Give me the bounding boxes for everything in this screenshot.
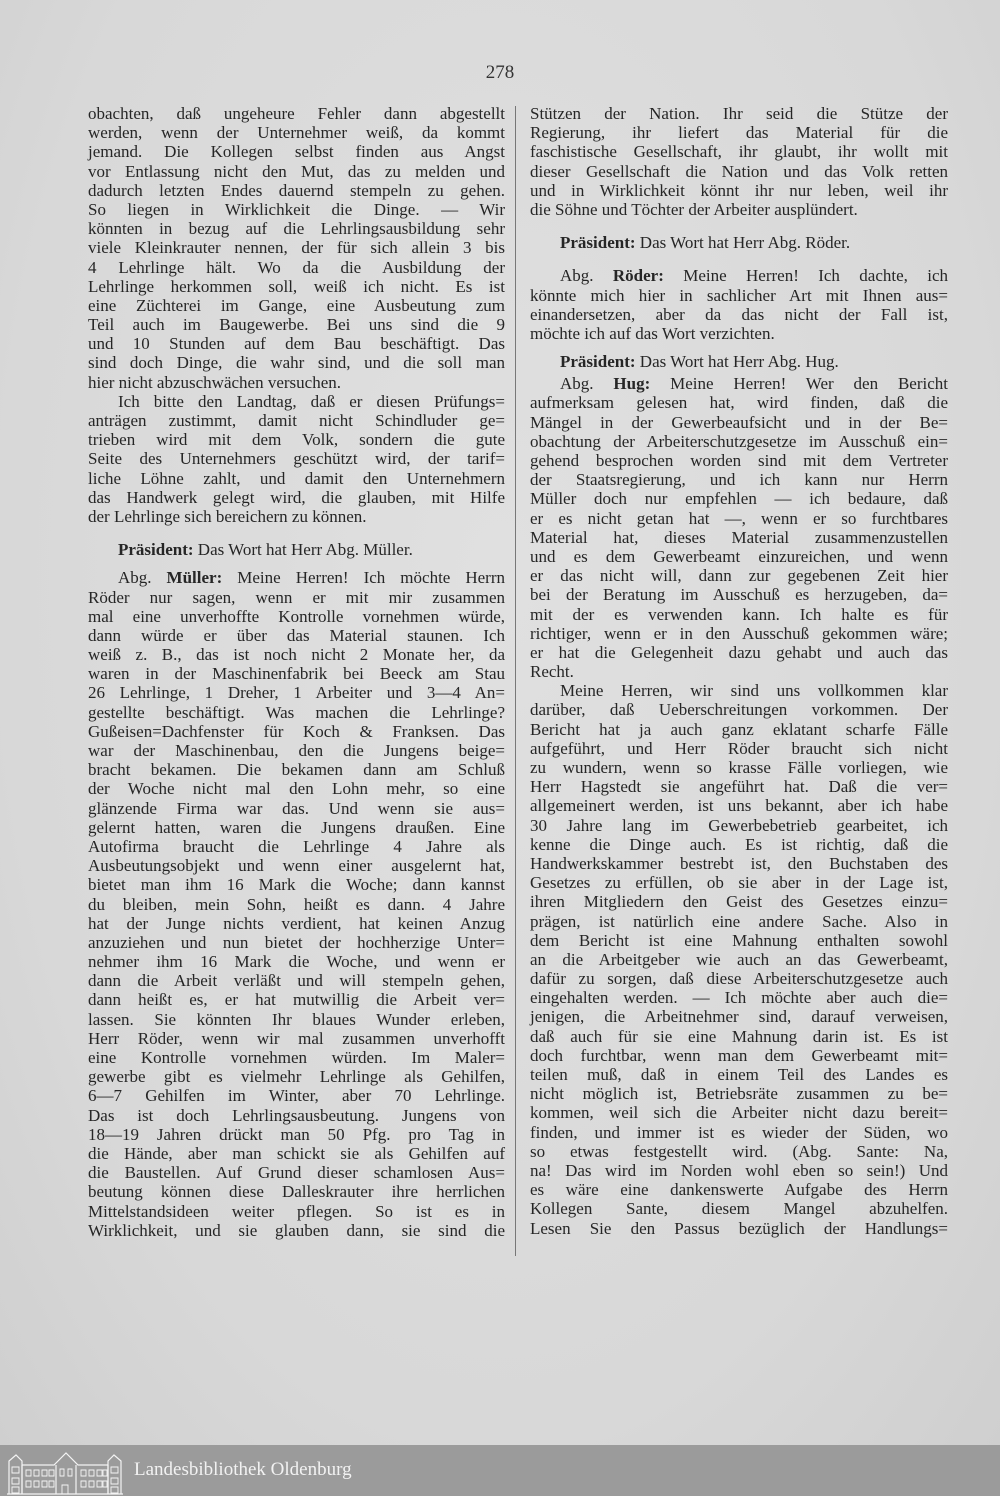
text-line: doch furchtbar, wenn man dem Gewerbeamt mit= [530, 1045, 948, 1065]
text-line: eingehalten werden. — Ich möchte aber auch die= [530, 988, 948, 1008]
text-line: 26 Lehrlinge, 1 Dreher, 1 Arbeiter und 3—4 An= [88, 683, 505, 703]
text-line [530, 352, 948, 371]
text-line: dieser Gesellschaft die Nation und das Volk retten [530, 161, 948, 181]
text-line: richtiger, wenn er in den Ausschuß gekommen wäre; [530, 623, 948, 643]
text-line: 6—7 Gehilfen im Winter, aber 70 Lehrlinge. [88, 1086, 505, 1106]
speech-text: Meine Herren! Ich dachte, ich [663, 266, 948, 286]
speech-text: Das Wort hat Herr Abg. Röder. [635, 233, 851, 253]
text-line: Röder nur sagen, wenn er mit mir zusammen [88, 587, 505, 607]
text-line: an die Arbeitgeber wie auch an das Gewerbeamt, [530, 949, 948, 969]
text-line: Herr Röder, wenn wir mal zusammen unverhofft [88, 1028, 505, 1048]
text-line: lassen. Sie könnten Ihr blaues Wunder erleben, [88, 1009, 505, 1029]
text-line: obachtung der Arbeiterschutzgesetze im Ausschuß ein= [530, 431, 948, 451]
text-line: prägen, ist natürlich eine andere Sache. Also in [530, 911, 948, 931]
text-line: Handwerkskammer bestrebt ist, den Buchstaben des [530, 853, 948, 873]
text-line: 4 Lehrlinge hält. Wo da die Ausbildung der [88, 257, 505, 277]
right-column [530, 104, 948, 1238]
text-line: Kollegen Sante, diesem Mangel abzuhelfen. [530, 1199, 948, 1219]
speaker-announcement [530, 233, 948, 252]
text-line: und 10 Stunden auf dem Bau beschäftigt. Das [88, 334, 505, 354]
speech-text: Das Wort hat Herr Abg. Hug. [635, 352, 839, 372]
text-line: es wäre eine dankenswerte Aufgabe des Herrn [530, 1180, 948, 1200]
text-line: jemand. Die Kollegen selbst finden aus Angst [88, 142, 505, 162]
text-line: Das ist doch Lehrlingsausbeutung. Jungens von [88, 1105, 505, 1125]
text-line: kenne die Dinge auch. Es ist richtig, daß die [530, 834, 948, 854]
text-line: dann würde er über das Material staunen. Ich [88, 625, 505, 645]
text-line: Wirklichkeit, und sie glauben dann, sie sind die [88, 1220, 505, 1240]
text-line: So liegen in Wirklichkeit die Dinge. — Wir [88, 199, 505, 219]
text-line: Lehrlinge herkommen soll, weiß ich nicht. Es ist [88, 276, 505, 296]
speaker-prefix: Abg. [560, 374, 614, 394]
text-line: daß auch für sie eine Mahnung darin ist. Es ist [530, 1026, 948, 1046]
text-line: du bleiben, mein Sohn, heißt es dann. 4 Jahre [88, 894, 505, 914]
text-line: viele Kleinkrauter nennen, der für sich allein 3 bis [88, 238, 505, 258]
text-line: nicht möglich ist, Betriebsräte zusammen zu be= [530, 1084, 948, 1104]
text-line: aufgeführt, und Herr Röder braucht sich nicht [530, 738, 948, 758]
text-line: war der Maschinenbau, den die Jungens beige= [88, 741, 505, 760]
text-line: gestellte beschäftigt. Was machen die Lehrlinge? [88, 702, 505, 722]
paragraph [530, 681, 948, 1237]
text-line [530, 374, 948, 393]
text-line: Seite des Unternehmers geschützt wird, der tarif= [88, 449, 505, 469]
text-line: Bericht hat ja auch ganz eklatant scharfe Fälle [530, 719, 948, 739]
text-line: glänzende Firma war das. Und wenn sie aus= [88, 798, 505, 818]
text-line: die Hände, aber man schickt sie als Gehilfen auf [88, 1143, 505, 1163]
text-line: 18—19 Jahren drückt man 50 Pfg. pro Tag in [88, 1124, 505, 1144]
speaker-name: Präsident: [560, 352, 636, 372]
speech-text: Meine Herren! Ich möchte Herrn [222, 568, 505, 588]
text-line: Autofirma braucht die Lehrlinge 4 Jahre als [88, 836, 505, 856]
text-line [88, 540, 505, 559]
text-line: die Baustellen. Auf Grund dieser schamlosen Aus= [88, 1163, 505, 1183]
text-line: na! Das wird im Norden wohl eben so sein!) Und [530, 1160, 948, 1180]
text-line: aufmerksam gelesen hat, wird finden, daß die [530, 393, 948, 413]
paragraph [88, 568, 505, 1240]
text-line: 30 Jahre lang im Gewerbebetrieb gearbeitet, ich [530, 815, 948, 835]
text-line: gehend besprochen worden sind mit dem Vertreter [530, 451, 948, 470]
text-line: weiß z. B., das ist noch nicht 2 Monate her, da [88, 645, 505, 665]
text-line: dem Bericht ist eine Mahnung enthalten sowohl [530, 930, 948, 950]
left-column [88, 104, 505, 1240]
text-line: Gußeisen=Dachfenster für Koch & Franksen. Das [88, 721, 505, 741]
text-line: bracht bekamen. Die bekamen dann am Schluß [88, 760, 505, 780]
text-line: er es nicht getan hat —, wenn er so furchtbares [530, 508, 948, 528]
text-line: trieben wird mit dem Volk, sondern die gute [88, 430, 505, 450]
text-line: könnten in bezug auf die Lehrlingsausbildung sehr [88, 219, 505, 239]
text-line: Herr Hagstedt sie angeführt hat. Daß die ver= [530, 777, 948, 797]
text-line: darüber, daß Ueberschreitungen vorkommen. Der [530, 700, 948, 720]
paragraph [530, 104, 948, 219]
text-line: zu wundern, wenn so krasse Fälle vorliegen, wie [530, 758, 948, 777]
text-line: eine Kontrolle vornehmen würden. Im Maler= [88, 1048, 505, 1067]
text-line: dadurch letzten Endes dauernd stempeln zu gehen. [88, 180, 505, 200]
text-line: ihren Mitgliedern den Geist des Gesetzes einzu= [530, 892, 948, 912]
text-line: liche Löhne zahlt, und damit den Unternehmern [88, 468, 505, 488]
text-line: Recht. [530, 662, 574, 682]
speaker-name: Präsident: [560, 233, 636, 253]
speaker-name: Müller: [166, 568, 223, 588]
text-line: Müller doch nur empfehlen — ich bedaure, daß [530, 489, 948, 509]
page-number: 278 [485, 62, 515, 83]
text-line: Meine Herren, wir sind uns vollkommen klar [560, 681, 948, 701]
text-line: Gesetzes zu erfüllen, ob sie aber in der Lage ist, [530, 873, 948, 893]
text-line: Lesen Sie den Passus bezüglich der Handlungs= [530, 1218, 948, 1238]
paragraph [530, 374, 948, 681]
text-line: anträgen zustimmt, damit nicht Schindluder ge= [88, 411, 505, 430]
text-line: gewerbe gibt es vielmehr Lehrlinge als Gehilfen, [88, 1067, 505, 1087]
text-line: die Söhne und Töchter der Arbeiter ausplündert. [530, 199, 858, 219]
text-line: Mittelstandsideen weiter pflegen. So ist es in [88, 1201, 505, 1221]
text-line: könnte mich hier in sachlicher Art mit Ihnen aus= [530, 285, 948, 305]
library-building-logo-icon [6, 1447, 124, 1495]
text-line: Ausbeutungsobjekt und wenn einer ausgelernt hat, [88, 856, 505, 876]
text-line [530, 233, 948, 252]
text-line: finden, und immer ist es wieder der Süden, wo [530, 1122, 948, 1142]
text-line [530, 266, 948, 285]
text-line: so etwas festgestellt wird. (Abg. Sante: Na, [530, 1141, 948, 1161]
text-line: einandersetzen, aber da das nicht der Fall ist, [530, 304, 948, 324]
speaker-name: Hug: [613, 374, 651, 394]
speaker-name: Röder: [612, 266, 664, 286]
text-line: waren in der Maschinenfabrik bei Beeck am Stau [88, 664, 505, 684]
text-line: sind doch Dinge, die wahr sind, und die soll man [88, 353, 505, 373]
paragraph [88, 392, 505, 526]
column-divider [515, 106, 516, 1256]
text-line: Regierung, ihr liefert das Material für die [530, 123, 948, 143]
text-line: der Staatsregierung, und ich kann nur Herrn [530, 470, 948, 490]
text-line: dafür zu sorgen, daß diese Arbeiterschutzgesetze auch [530, 969, 948, 989]
text-line: kommen, weil sich die Arbeiter nicht dazu bereit= [530, 1103, 948, 1123]
text-line: allgemeinert werden, ist uns bekannt, aber ich habe [530, 796, 948, 816]
text-line: mit der es verwenden kann. Ich halte es für [530, 604, 948, 624]
library-footer-banner [0, 1445, 1000, 1496]
text-line: der Woche nicht mal den Lohn mehr, so eine [88, 779, 505, 799]
text-line: hat der Junge nichts verdient, hat keinen Anzug [88, 913, 505, 933]
text-line: Stützen der Nation. Ihr seid die Stütze der [530, 104, 948, 123]
text-line: Ich bitte den Landtag, daß er diesen Prüfungs= [118, 391, 505, 411]
text-line: Mängel in der Gewerbeaufsicht und in der Be= [530, 412, 948, 432]
speech-text: Das Wort hat Herr Abg. Müller. [193, 540, 413, 560]
text-line [88, 568, 505, 587]
text-line: dann heißt es, er hat mutwillig die Arbeit ver= [88, 990, 505, 1010]
text-line: nehmer ihm 16 Mark die Woche, und wenn er [88, 952, 505, 972]
speaker-announcement [88, 540, 505, 559]
text-line: gelernt hatten, waren die Jungens draußen. Eine [88, 817, 505, 837]
text-line: vor Entlassung nicht den Mut, das zu melden und [88, 161, 505, 181]
text-line: bei der Beratung im Ausschuß es herzugeben, da= [530, 585, 948, 605]
text-line: und es dem Gewerbeamt einzureichen, und wenn [530, 546, 948, 566]
speaker-announcement [530, 352, 948, 371]
text-line: hier nicht abzuschwächen versuchen. [88, 372, 341, 392]
text-line: beutung können diese Dalleskrauter ihre herrlichen [88, 1182, 505, 1202]
text-line: werden, wenn der Unternehmer weiß, da kommt [88, 123, 505, 143]
text-line: dann die Arbeit verläßt und will stempeln gehen, [88, 971, 505, 991]
paragraph [530, 266, 948, 343]
text-line: Teil auch im Baugewerbe. Bei uns sind die 9 [88, 315, 505, 335]
text-line: faschistische Gesellschaft, ihr glaubt, ihr wollt mit [530, 142, 948, 162]
text-line: mal eine unverhoffte Kontrolle vornehmen würde, [88, 606, 505, 626]
text-line: obachten, daß ungeheure Fehler dann abgestellt [88, 104, 505, 123]
paragraph [88, 104, 505, 392]
text-line: möchte ich auf das Wort verzichten. [530, 323, 775, 343]
text-line: das Handwerk gelegt wird, die glauben, mit Hilfe [88, 487, 505, 507]
text-line: er hat die Gelegenheit dazu gehabt und auch das [530, 642, 948, 662]
text-line: Material hat, dieses Material zusammenzustellen [530, 527, 948, 547]
speaker-name: Präsident: [118, 540, 194, 560]
speaker-prefix: Abg. [560, 266, 613, 286]
text-line: er das nicht will, dann zur gegebenen Zeit hier [530, 566, 948, 586]
speaker-prefix: Abg. [118, 568, 167, 588]
text-line: der Lehrlinge sich bereichern zu können. [88, 506, 367, 526]
text-line: anzuziehen und nun bietet der hochherzige Unter= [88, 932, 505, 952]
library-name: Landesbibliothek Oldenburg [134, 1459, 352, 1480]
text-line: eine Züchterei im Gange, eine Ausbeutung zum [88, 295, 505, 315]
speech-text: Meine Herren! Wer den Bericht [650, 374, 948, 394]
text-line: jenigen, die Arbeitnehmer sind, darauf verweisen, [530, 1007, 948, 1027]
text-line: und in Wirklichkeit könnt ihr nur leben, weil ihr [530, 180, 948, 200]
text-line: bietet man ihm 16 Mark die Woche; dann kannst [88, 875, 505, 895]
text-line: teilen muß, daß in einem Teil des Landes es [530, 1065, 948, 1084]
